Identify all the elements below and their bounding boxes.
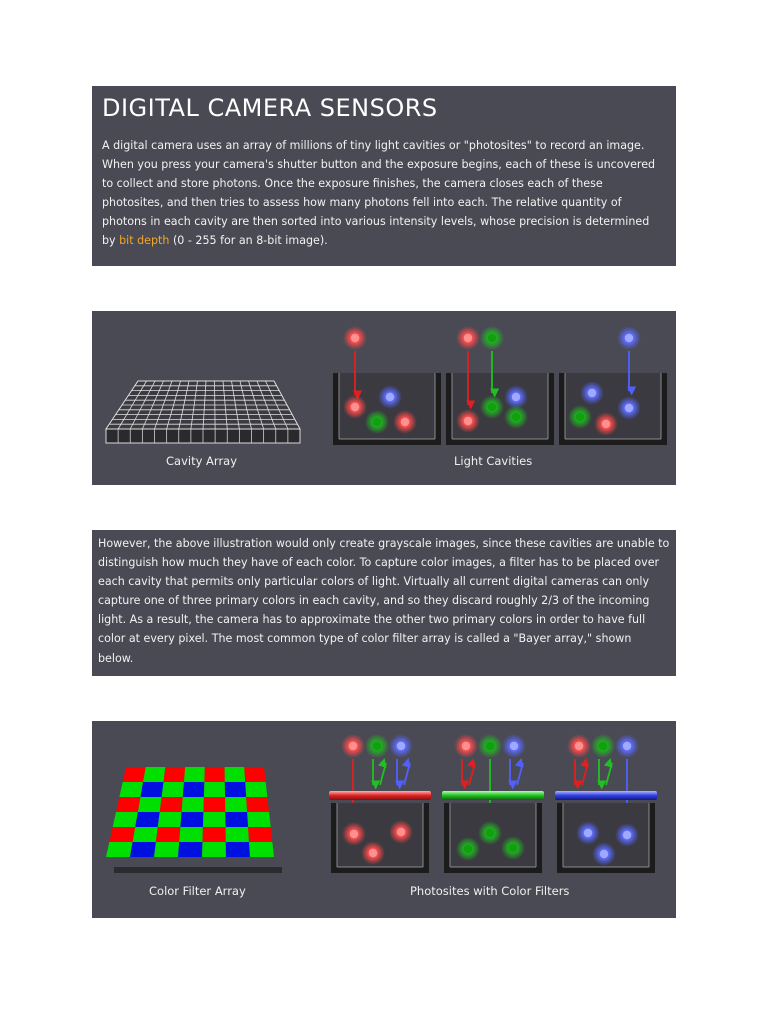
bayer-cell	[202, 842, 226, 857]
bayer-cell	[106, 842, 133, 857]
bayer-cell	[133, 827, 158, 842]
blue-reflected-arrow	[404, 763, 410, 785]
green-photon	[478, 821, 502, 845]
photosites-caption: Photosites with Color Filters	[410, 884, 570, 898]
cavity-array-grid	[106, 381, 300, 443]
bayer-cell	[180, 812, 203, 827]
blue-reflected-arrow	[517, 763, 523, 785]
intro-paragraph	[102, 136, 666, 251]
green-filter-bar	[442, 791, 544, 800]
cavity-figure-illustration	[92, 311, 676, 485]
green-photon	[480, 326, 504, 350]
bayer-cell	[162, 782, 184, 797]
green-reflected-arrow	[606, 763, 612, 785]
bayer-cell	[143, 767, 165, 782]
red-photon	[567, 734, 591, 758]
page-title: DIGITAL CAMERA SENSORS	[102, 94, 438, 122]
bayer-cell	[184, 767, 205, 782]
bayer-cell	[246, 797, 269, 812]
green-photon	[365, 734, 389, 758]
bayer-cell	[164, 767, 186, 782]
green-photon	[365, 410, 389, 434]
blue-photon	[615, 823, 639, 847]
red-reflected-arrow	[469, 763, 475, 785]
blue-photon	[502, 734, 526, 758]
color-filter-panel	[92, 530, 676, 676]
bayer-cell	[204, 782, 225, 797]
blue-photon	[580, 381, 604, 405]
bayer-cell	[135, 812, 159, 827]
green-photon	[568, 405, 592, 429]
blue-photon	[617, 396, 641, 420]
cavity-figure-panel	[92, 311, 676, 485]
green-photon	[504, 405, 528, 429]
green-photon	[478, 734, 502, 758]
bayer-figure-illustration	[92, 721, 676, 918]
photosites-with-filters	[329, 734, 657, 873]
color-filter-array-caption: Color Filter Array	[149, 884, 246, 898]
green-photon	[591, 734, 615, 758]
bit-depth-link[interactable]: bit depth	[119, 234, 170, 248]
bayer-cell	[140, 782, 163, 797]
green-photon	[501, 836, 525, 860]
bayer-cell	[158, 812, 182, 827]
red-photon	[343, 326, 367, 350]
intro-text-after-link: (0 - 255 for an 8-bit image).	[169, 234, 328, 248]
red-photon	[389, 820, 413, 844]
bayer-cell	[225, 782, 246, 797]
blue-photon	[389, 734, 413, 758]
bayer-cell	[225, 797, 247, 812]
bayer-cell	[244, 767, 265, 782]
bayer-cell	[160, 797, 183, 812]
bayer-cell	[113, 812, 138, 827]
bayer-cell	[226, 827, 250, 842]
bayer-cell	[123, 767, 146, 782]
red-photon	[393, 410, 417, 434]
bayer-cell	[247, 812, 271, 827]
bayer-cell	[154, 842, 179, 857]
bayer-shadow	[114, 867, 282, 873]
bayer-cell	[204, 767, 224, 782]
blue-photon	[592, 842, 616, 866]
red-photon	[342, 822, 366, 846]
bayer-cell	[203, 797, 225, 812]
cavity-array-caption: Cavity Array	[166, 454, 238, 468]
bayer-cell	[225, 767, 246, 782]
green-photon	[480, 395, 504, 419]
red-photon	[456, 409, 480, 433]
light-cavities	[333, 326, 667, 445]
bayer-color-filter-array	[106, 767, 282, 873]
bayer-cell	[226, 842, 250, 857]
bayer-cell	[109, 827, 135, 842]
bayer-figure-panel	[92, 721, 676, 918]
blue-filter-bar	[555, 791, 657, 800]
intro-text-before-link: A digital camera uses an array of millions of tiny light cavities or "photosites" to record an image. When you press your camera's shutter button and the exposure begins, each of these is uncovered to collect and store photons. Once the exposure finishes, the camera closes each of these photosites, and then tries to assess how many photons fell into each. The relative quantity of photons in each cavity are then sorted into various intensity levels, whose precision is determined by	[102, 139, 656, 248]
bayer-cell	[178, 842, 202, 857]
bayer-cell	[245, 782, 267, 797]
green-reflected-arrow	[380, 763, 386, 785]
red-photon	[341, 734, 365, 758]
blue-photon	[576, 821, 600, 845]
blue-photon	[617, 326, 641, 350]
bayer-cell	[116, 797, 140, 812]
bayer-cell	[138, 797, 162, 812]
bayer-cell	[130, 842, 156, 857]
red-photon	[343, 395, 367, 419]
bayer-cell	[182, 797, 204, 812]
bayer-cell	[156, 827, 180, 842]
red-photon	[361, 841, 385, 865]
intro-panel	[92, 86, 676, 266]
color-filter-paragraph: However, the above illustration would only create grayscale images, since these cavities are unable to distinguish how much they have of each color. To capture color images, a filter has to be placed over each cavity that permits only particular colors of light. Virtually all current digital cameras can only capture one of three primary colors in each cavity, and so they discard roughly 2/3 of the incoming light. As a result, the camera has to approximate the other two primary colors in order to have full color at every pixel. The most common type of color filter array is called a "Bayer array," shown below.	[98, 537, 670, 665]
red-filter-bar	[329, 791, 431, 800]
blue-photon	[378, 385, 402, 409]
bayer-cell	[202, 827, 225, 842]
bayer-cell	[119, 782, 143, 797]
bayer-cell	[249, 842, 274, 857]
green-photon	[456, 837, 480, 861]
bayer-cell	[248, 827, 272, 842]
red-reflected-arrow	[582, 763, 588, 785]
red-photon	[456, 326, 480, 350]
bayer-cell	[183, 782, 205, 797]
red-photon	[594, 412, 618, 436]
red-photon	[454, 734, 478, 758]
bayer-cell	[225, 812, 248, 827]
blue-photon	[615, 734, 639, 758]
light-cavities-caption: Light Cavities	[454, 454, 533, 468]
bayer-cell	[203, 812, 226, 827]
bayer-cell	[179, 827, 203, 842]
